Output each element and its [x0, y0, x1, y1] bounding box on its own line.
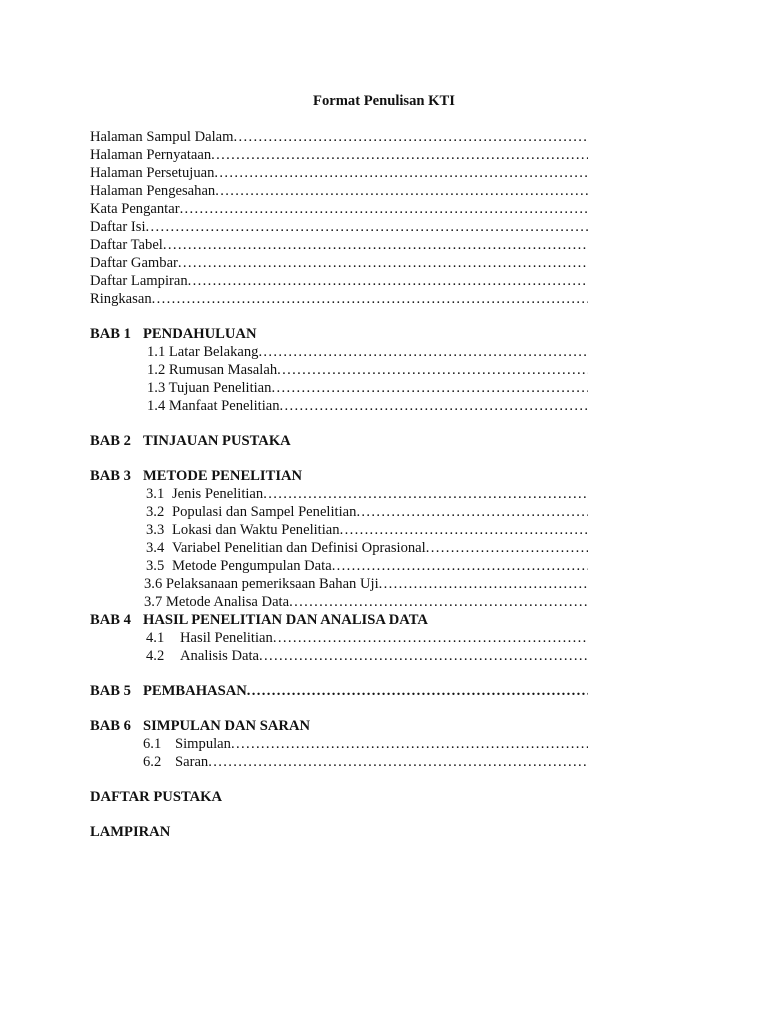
toc-subentry: 4.1 Hasil Penelitian . . . [90, 629, 588, 647]
bibliography-heading: DAFTAR PUSTAKA [90, 789, 223, 805]
table-of-contents [90, 128, 588, 841]
toc-subentry: 1.3 Tujuan Penelitian . . . [90, 379, 588, 397]
chapter-heading: BAB 5 PEMBAHASAN . . . [90, 682, 588, 700]
toc-entry: Daftar Isi . . . [90, 218, 588, 236]
toc-entry: Daftar Lampiran . . . [90, 272, 588, 290]
chapter-heading: BAB 2 TINJAUAN PUSTAKA [90, 433, 291, 449]
toc-entry: Daftar Gambar . . . [90, 254, 588, 272]
toc-subentry: 3.1 Jenis Penelitian . . . [90, 485, 588, 503]
chapter-heading: BAB 4 HASIL PENELITIAN DAN ANALISA DATA [90, 612, 428, 628]
toc-entry: Kata Pengantar . . . [90, 200, 588, 218]
toc-entry: Halaman Pengesahan . . . [90, 182, 588, 200]
chapter-heading: BAB 6 SIMPULAN DAN SARAN [90, 718, 311, 734]
toc-subentry: 6.1 Simpulan . . . [90, 735, 588, 753]
toc-subentry: 1.1 Latar Belakang . . . [90, 343, 588, 361]
toc-subentry: 4.2 Analisis Data . . . [90, 647, 588, 665]
toc-subentry: 1.4 Manfaat Penelitian . . . [90, 397, 588, 415]
toc-entry: Daftar Tabel . . . [90, 236, 588, 254]
chapter-heading: BAB 3 METODE PENELITIAN [90, 468, 303, 484]
toc-entry: Halaman Persetujuan . . . [90, 164, 588, 182]
toc-subentry: 6.2 Saran . . . [90, 753, 588, 771]
toc-subentry: 3.6 Pelaksanaan pemeriksaan Bahan Uji . . . [90, 575, 588, 593]
toc-entry: Halaman Sampul Dalam . . . [90, 128, 588, 146]
toc-entry: Ringkasan . . . [90, 290, 588, 308]
toc-subentry: 3.3 Lokasi dan Waktu Penelitian . . . [90, 521, 588, 539]
toc-subentry: 3.5 Metode Pengumpulan Data . . . [90, 557, 588, 575]
toc-subentry: 1.2 Rumusan Masalah . . . [90, 361, 588, 379]
toc-subentry: 3.2 Populasi dan Sampel Penelitian . . . [90, 503, 588, 521]
document-title: Format Penulisan KTI [313, 93, 455, 109]
chapter-heading: BAB 1 PENDAHULUAN [90, 326, 257, 342]
toc-subentry: 3.4 Variabel Penelitian dan Definisi Oprasional . . . [90, 539, 588, 557]
toc-subentry: 3.7 Metode Analisa Data . . . [90, 593, 588, 611]
appendix-heading: LAMPIRAN [90, 824, 171, 840]
toc-entry: Halaman Pernyataan . . . [90, 146, 588, 164]
